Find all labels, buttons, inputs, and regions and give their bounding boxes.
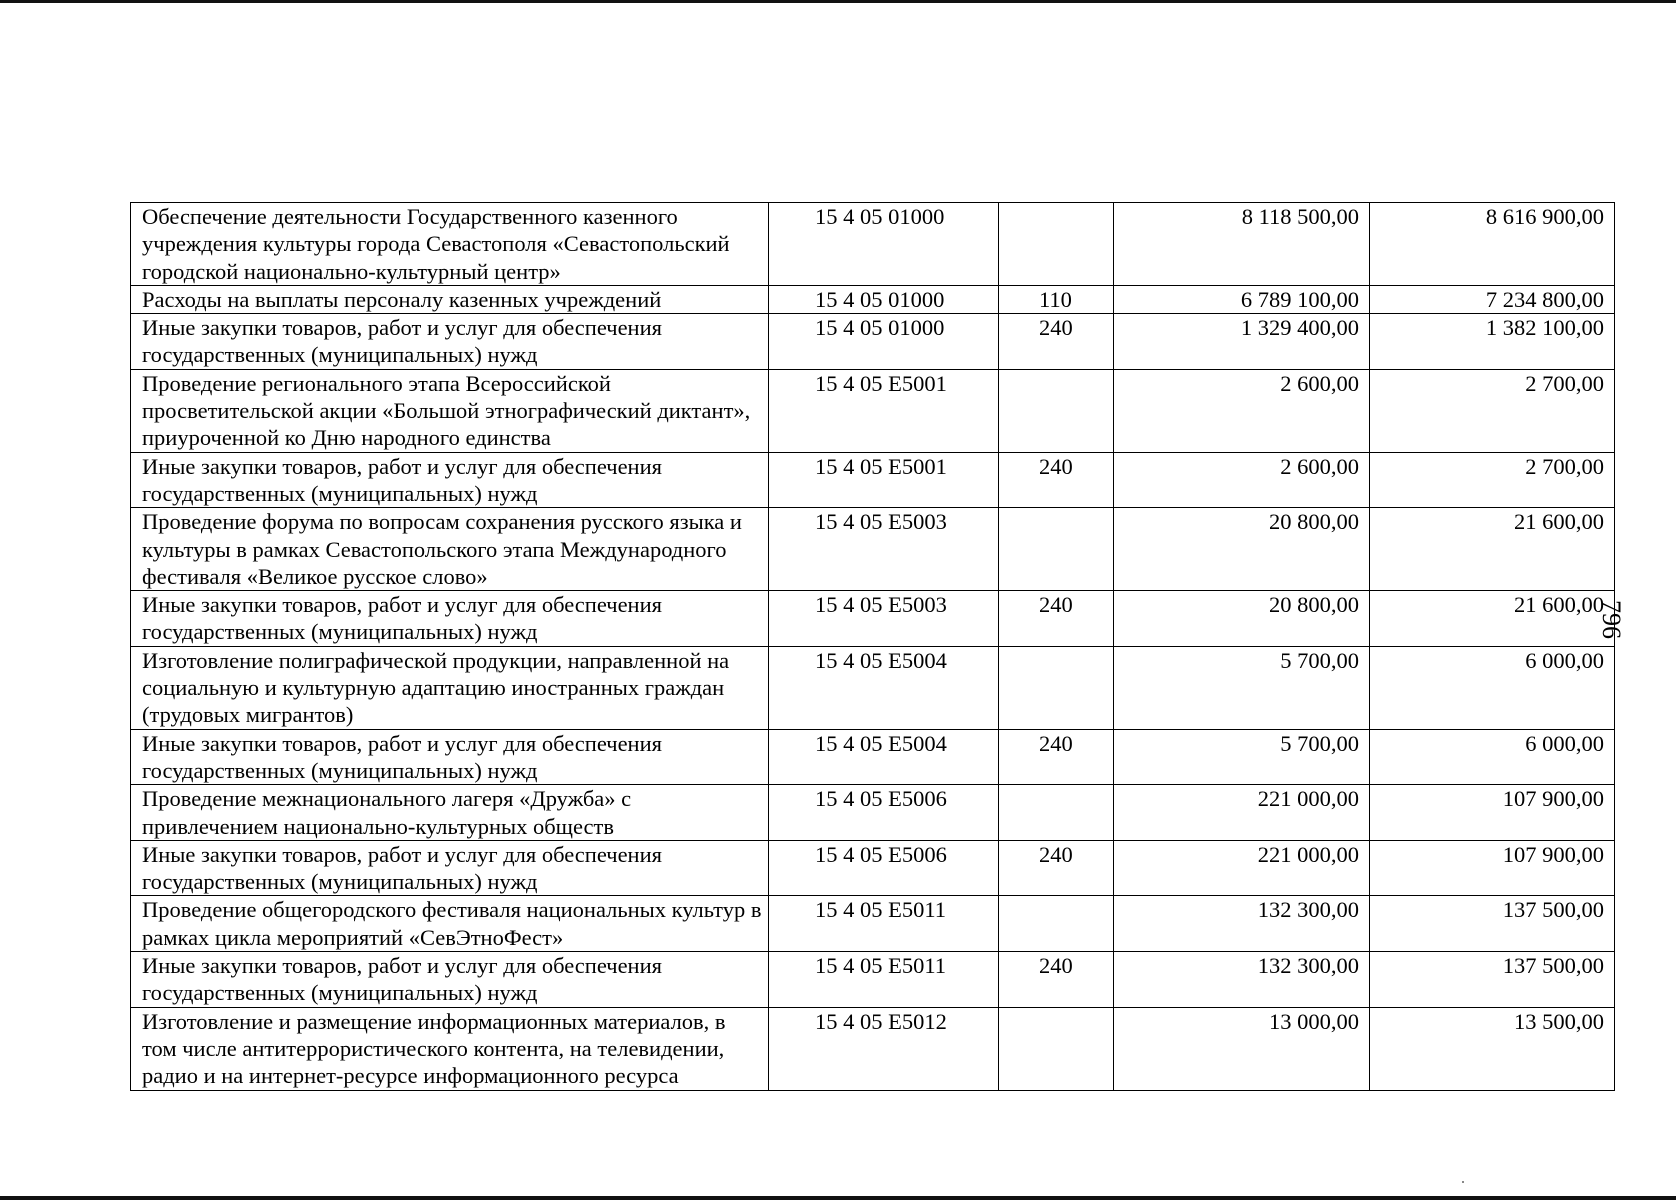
row-sum-year-1: 221 000,00 — [1114, 785, 1370, 841]
row-expense-type: 110 — [999, 285, 1114, 313]
row-code: 15 4 05 E5006 — [769, 840, 999, 896]
row-sum-year-2: 1 382 100,00 — [1370, 314, 1615, 370]
row-name: Обеспечение деятельности Государственного казенного учреждения культуры города Севастополя «Севастопольский городской национально-культурный центр» — [131, 203, 769, 286]
row-sum-year-1: 8 118 500,00 — [1114, 203, 1370, 286]
row-code: 15 4 05 E5012 — [769, 1007, 999, 1090]
row-code: 15 4 05 E5004 — [769, 646, 999, 729]
scan-speck — [1462, 1181, 1464, 1183]
row-code: 15 4 05 01000 — [769, 203, 999, 286]
row-sum-year-1: 132 300,00 — [1114, 952, 1370, 1008]
table-row — [131, 203, 1615, 286]
row-name: Иные закупки товаров, работ и услуг для обеспечения государственных (муниципальных) нужд — [131, 952, 769, 1008]
scan-border-top — [0, 0, 1676, 3]
table-row — [131, 285, 1615, 313]
row-code: 15 4 05 E5003 — [769, 591, 999, 647]
scan-border-bottom — [0, 1196, 1676, 1200]
row-sum-year-2: 6 000,00 — [1370, 646, 1615, 729]
row-sum-year-2: 8 616 900,00 — [1370, 203, 1615, 286]
table-row — [131, 646, 1615, 729]
page-number: 796 — [1597, 600, 1626, 639]
row-code: 15 4 05 E5006 — [769, 785, 999, 841]
table-row — [131, 952, 1615, 1008]
row-code: 15 4 05 E5001 — [769, 452, 999, 508]
row-sum-year-1: 221 000,00 — [1114, 840, 1370, 896]
row-name: Иные закупки товаров, работ и услуг для обеспечения государственных (муниципальных) нужд — [131, 840, 769, 896]
row-name: Проведение регионального этапа Всероссийской просветительской акции «Большой этнографический диктант», приуроченной ко Дню народного единства — [131, 369, 769, 452]
row-expense-type — [999, 896, 1114, 952]
row-name: Проведение общегородского фестиваля национальных культур в рамках цикла мероприятий «СевЭтноФест» — [131, 896, 769, 952]
row-sum-year-1: 6 789 100,00 — [1114, 285, 1370, 313]
row-sum-year-2: 21 600,00 — [1370, 508, 1615, 591]
row-expense-type: 240 — [999, 840, 1114, 896]
row-sum-year-2: 2 700,00 — [1370, 369, 1615, 452]
row-sum-year-1: 5 700,00 — [1114, 729, 1370, 785]
row-name: Проведение форума по вопросам сохранения русского языка и культуры в рамках Севастопольского этапа Международного фестиваля «Великое русское слово» — [131, 508, 769, 591]
row-expense-type: 240 — [999, 314, 1114, 370]
row-code: 15 4 05 01000 — [769, 285, 999, 313]
row-name: Иные закупки товаров, работ и услуг для обеспечения государственных (муниципальных) нужд — [131, 729, 769, 785]
row-sum-year-2: 7 234 800,00 — [1370, 285, 1615, 313]
row-sum-year-1: 13 000,00 — [1114, 1007, 1370, 1090]
row-sum-year-1: 1 329 400,00 — [1114, 314, 1370, 370]
row-sum-year-1: 2 600,00 — [1114, 369, 1370, 452]
row-sum-year-1: 20 800,00 — [1114, 591, 1370, 647]
row-expense-type: 240 — [999, 452, 1114, 508]
row-sum-year-1: 5 700,00 — [1114, 646, 1370, 729]
row-sum-year-1: 132 300,00 — [1114, 896, 1370, 952]
row-code: 15 4 05 E5001 — [769, 369, 999, 452]
row-name: Изготовление и размещение информационных материалов, в том числе антитеррористического контента, на телевидении, радио и на интернет-ресурсе информационного ресурса — [131, 1007, 769, 1090]
table-row — [131, 369, 1615, 452]
row-name: Изготовление полиграфической продукции, направленной на социальную и культурную адаптацию иностранных граждан (трудовых мигрантов) — [131, 646, 769, 729]
table-row — [131, 1007, 1615, 1090]
row-code: 15 4 05 01000 — [769, 314, 999, 370]
row-sum-year-2: 137 500,00 — [1370, 952, 1615, 1008]
row-sum-year-2: 21 600,00 — [1370, 591, 1615, 647]
row-name: Расходы на выплаты персоналу казенных учреждений — [131, 285, 769, 313]
row-code: 15 4 05 E5004 — [769, 729, 999, 785]
row-sum-year-2: 107 900,00 — [1370, 785, 1615, 841]
row-sum-year-2: 107 900,00 — [1370, 840, 1615, 896]
row-expense-type — [999, 646, 1114, 729]
row-name: Проведение межнационального лагеря «Дружба» с привлечением национально-культурных обществ — [131, 785, 769, 841]
row-name: Иные закупки товаров, работ и услуг для обеспечения государственных (муниципальных) нужд — [131, 452, 769, 508]
row-expense-type: 240 — [999, 952, 1114, 1008]
row-expense-type — [999, 508, 1114, 591]
row-expense-type — [999, 369, 1114, 452]
row-sum-year-2: 137 500,00 — [1370, 896, 1615, 952]
row-expense-type — [999, 785, 1114, 841]
row-sum-year-1: 2 600,00 — [1114, 452, 1370, 508]
row-sum-year-2: 6 000,00 — [1370, 729, 1615, 785]
table-row — [131, 729, 1615, 785]
table-row — [131, 452, 1615, 508]
table-row — [131, 840, 1615, 896]
row-sum-year-2: 13 500,00 — [1370, 1007, 1615, 1090]
row-code: 15 4 05 E5011 — [769, 952, 999, 1008]
budget-table — [130, 202, 1615, 1091]
row-sum-year-2: 2 700,00 — [1370, 452, 1615, 508]
row-name: Иные закупки товаров, работ и услуг для обеспечения государственных (муниципальных) нужд — [131, 314, 769, 370]
row-code: 15 4 05 E5003 — [769, 508, 999, 591]
row-expense-type — [999, 203, 1114, 286]
table-row — [131, 785, 1615, 841]
table-row — [131, 896, 1615, 952]
row-expense-type — [999, 1007, 1114, 1090]
row-expense-type: 240 — [999, 591, 1114, 647]
table-row — [131, 591, 1615, 647]
row-code: 15 4 05 E5011 — [769, 896, 999, 952]
row-sum-year-1: 20 800,00 — [1114, 508, 1370, 591]
table-row — [131, 314, 1615, 370]
row-expense-type: 240 — [999, 729, 1114, 785]
budget-table-body — [131, 203, 1615, 1091]
row-name: Иные закупки товаров, работ и услуг для обеспечения государственных (муниципальных) нужд — [131, 591, 769, 647]
table-row — [131, 508, 1615, 591]
